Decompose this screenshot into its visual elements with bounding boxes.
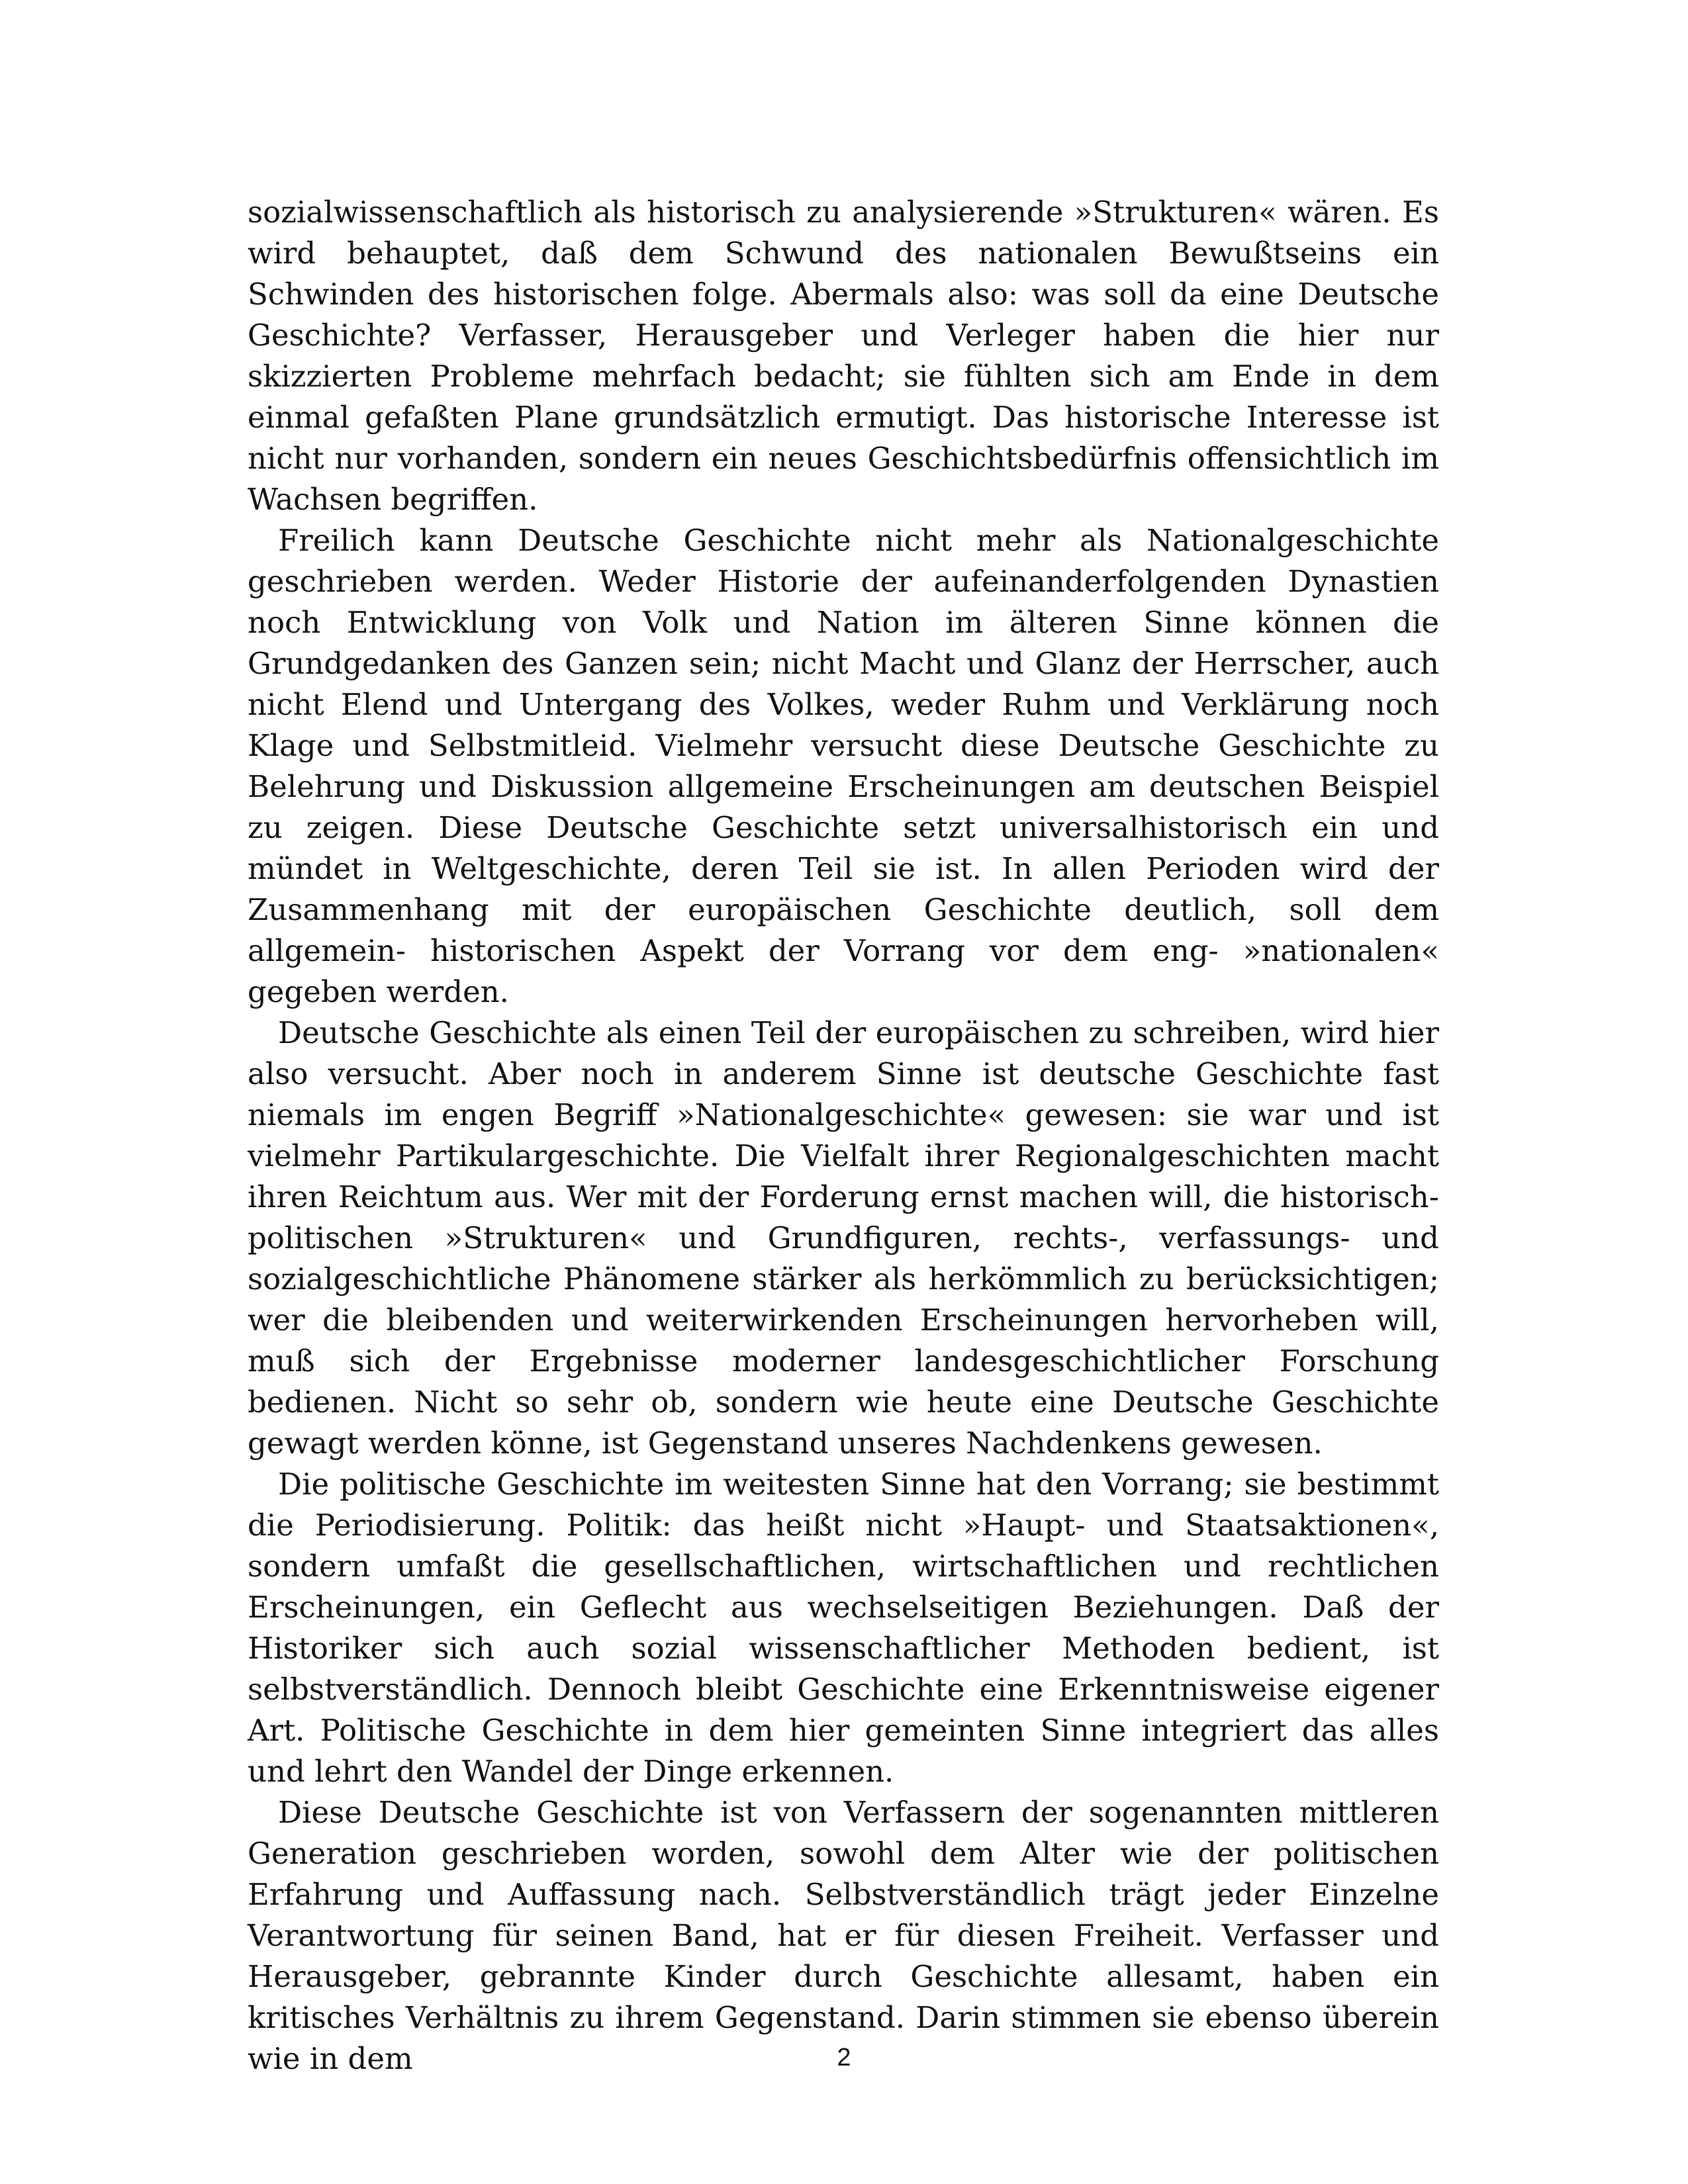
paragraph-nationalgeschichte: Freilich kann Deutsche Geschichte nicht mehr als Nationalgeschichte geschrieben werden. Weder Historie der aufeinanderfolgenden Dynastien noch Entwicklung von Volk und Nation im älteren Sinne können die Grundgedanken des Ganzen sein; nicht Macht und Glanz der Herrscher, auch nicht Elend und Untergang des Volkes, weder Ruhm und Verklärung noch Klage und Selbstmitleid. Vielmehr versucht diese Deutsche Geschichte zu Belehrung und Diskussion allgemeine Erscheinungen am deutschen Beispiel zu zeigen. Diese Deutsche Geschichte setzt universalhistorisch ein und mündet in Weltgeschichte, deren Teil sie ist. In allen Perioden wird der Zusammenhang mit der europäischen Geschichte deutlich, soll dem allgemein- historischen Aspekt der Vorrang vor dem eng- »nationalen« gegeben werden. [248,523,1439,1009]
body-text [248,192,1439,2079]
paragraph-continuation: sozialwissenschaftlich als historisch zu analysierende »Strukturen« wären. Es wird behauptet, daß dem Schwund des nationalen Bewußtseins ein Schwinden des historischen folge. Abermals also: was soll da eine Deutsche Geschichte? Verfasser, Herausgeber und Verleger haben die hier nur skizzierten Probleme mehrfach bedacht; sie fühlten sich am Ende in dem einmal gefaßten Plane grundsätzlich ermutigt. Das historische Interesse ist nicht nur vorhanden, sondern ein neues Geschichtsbedürfnis offensichtlich im Wachsen begriffen. [248,195,1439,517]
paragraph-politische-geschichte: Die politische Geschichte im weitesten Sinne hat den Vorrang; sie bestimmt die Periodisierung. Politik: das heißt nicht »Haupt- und Staatsaktionen«, sondern umfaßt die gesellschaftlichen, wirtschaftlichen und rechtlichen Erscheinungen, ein Geflecht aus wechselseitigen Beziehungen. Daß der Historiker sich auch sozial wissenschaftlicher Methoden bedient, ist selbstverständlich. Dennoch bleibt Geschichte eine Erkenntnisweise eigener Art. Politische Geschichte in dem hier gemeinten Sinne integriert das alles und lehrt den Wandel der Dinge erkennen. [248,1467,1439,1789]
page-number: 2 [837,2044,851,2071]
paragraph-europaeische-geschichte: Deutsche Geschichte als einen Teil der europäischen zu schreiben, wird hier also versucht. Aber noch in anderem Sinne ist deutsche Geschichte fast niemals im engen Begriff »Nationalgeschichte« gewesen: sie war und ist vielmehr Partikulargeschichte. Die Vielfalt ihrer Regionalgeschichten macht ihren Reichtum aus. Wer mit der Forderung ernst machen will, die historisch-politischen »Strukturen« und Grundfiguren, rechts-, verfassungs- und sozialgeschichtliche Phänomene stärker als herkömmlich zu berücksichtigen; wer die bleibenden und weiterwirkenden Erscheinungen hervorheben will, muß sich der Ergebnisse moderner landesgeschichtlicher Forschung bedienen. Nicht so sehr ob, sondern wie heute eine Deutsche Geschichte gewagt werden könne, ist Gegenstand unseres Nachdenkens gewesen. [248,1015,1439,1461]
paragraph-verfasser: Diese Deutsche Geschichte ist von Verfassern der sogenannten mittleren Generation geschrieben worden, sowohl dem Alter wie der politischen Erfahrung und Auffassung nach. Selbstverständlich trägt jeder Einzelne Verantwortung für seinen Band, hat er für diesen Freiheit. Verfasser und Herausgeber, gebrannte Kinder durch Geschichte allesamt, haben ein kritisches Verhältnis zu ihrem Gegenstand. Darin stimmen sie ebenso überein wie in dem [248,1795,1439,2076]
